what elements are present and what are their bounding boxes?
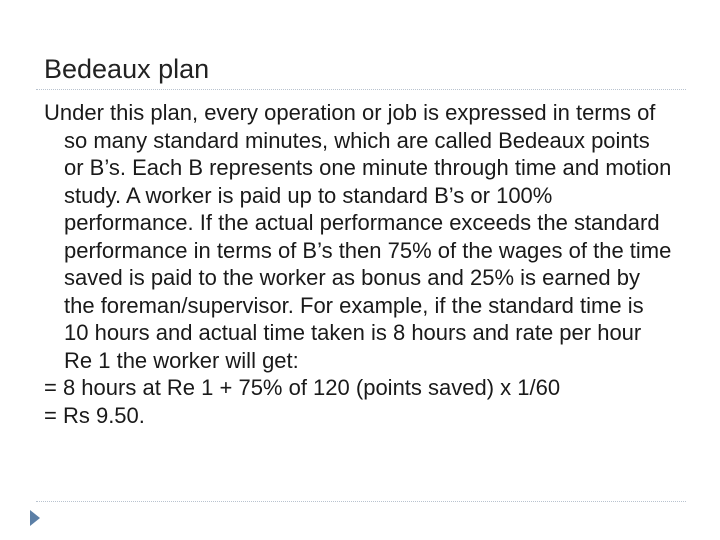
- triangle-right-icon[interactable]: [30, 510, 40, 526]
- equation-line-1: = 8 hours at Re 1 + 75% of 120 (points saved) x 1/60: [44, 375, 561, 400]
- title-divider: [36, 89, 686, 90]
- slide-title: Bedeaux plan: [44, 54, 210, 84]
- footer-divider: [36, 501, 686, 502]
- slide-body: [44, 99, 674, 429]
- equation-line-2: = Rs 9.50.: [44, 402, 145, 428]
- body-paragraph: Under this plan, every operation or job is expressed in terms of so many standard minutes, which are called Bedeaux points or B’s. Each B represents one minute through time and motion study. A worker is paid up to standard B’s or 100% performance. If the actual performance exceeds the standard performance in terms of B’s then 75% of the wages of the time saved is paid to the worker as bonus and 25% is earned by the foreman/supervisor. For example, if the standard time is 10 hours and actual time taken is 8 hours and rate per hour Re 1 the worker will get:: [44, 100, 672, 373]
